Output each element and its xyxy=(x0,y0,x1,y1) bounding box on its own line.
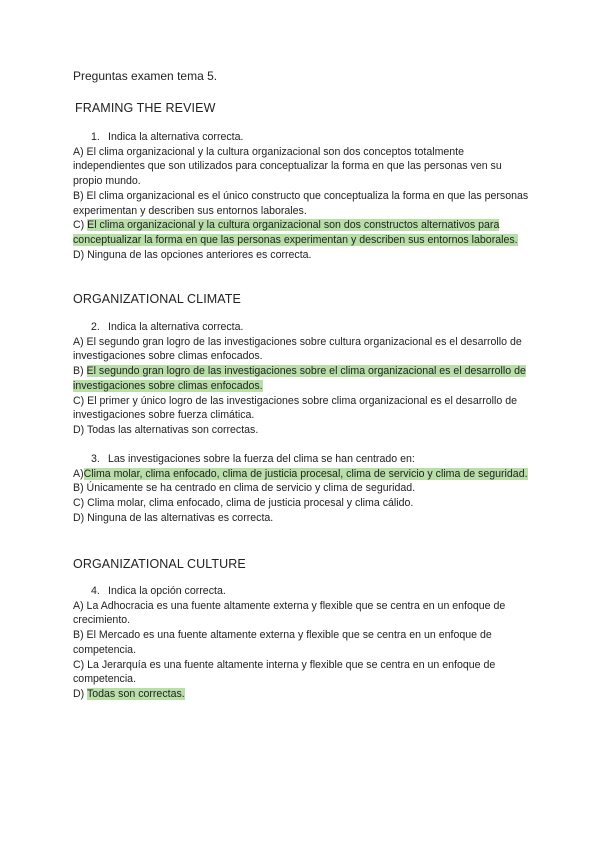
question-number: 1. xyxy=(91,131,100,143)
option-text: El primer y único logro de las investigaciones sobre clima organizacional es el desarrollo de investigaciones sobre fuerza climática. xyxy=(73,394,517,422)
option-letter: B) xyxy=(73,189,84,202)
question-number: 2. xyxy=(91,321,100,333)
option-text: Ninguna de las opciones anteriores es correcta. xyxy=(87,248,312,261)
option-text: Todas las alternativas son correctas. xyxy=(86,423,259,436)
question-stem xyxy=(73,320,533,335)
option-d xyxy=(73,687,533,702)
question-text: Las investigaciones sobre la fuerza del clima se han centrado en: xyxy=(108,453,415,465)
option-c xyxy=(73,658,533,687)
option-c xyxy=(73,218,533,247)
option-letter: D) xyxy=(73,511,85,524)
option-text: El clima organizacional y la cultura organizacional son dos conceptos totalmente independientes que son utilizados para conceptualizar la forma en que las personas ven su propio mundo. xyxy=(73,145,502,188)
option-letter: D) xyxy=(73,423,85,436)
question-stem xyxy=(73,584,533,599)
option-letter: A) xyxy=(73,599,84,612)
option-b xyxy=(73,189,533,218)
option-letter: C) xyxy=(73,497,85,510)
option-b xyxy=(73,628,533,657)
option-b xyxy=(73,364,533,393)
option-letter: A) xyxy=(73,335,84,348)
question-3 xyxy=(73,452,533,526)
option-letter: C) xyxy=(73,219,85,232)
question-2 xyxy=(73,320,533,438)
highlighted-answer: El clima organizacional y la cultura organizacional son dos constructos alternativos para conceptualizar la forma en que las personas experimentan y describen sus entornos laborales. xyxy=(73,219,518,246)
document-title: Preguntas examen tema 5. xyxy=(73,69,218,83)
option-text: El clima organizacional es el único constructo que conceptualiza la forma en que las personas experimentan y describen sus entornos laborales. xyxy=(73,189,529,217)
option-text: Clima molar, clima enfocado, clima de justicia procesal y clima cálido. xyxy=(87,497,414,510)
option-a xyxy=(73,145,533,189)
section-heading-organizational-culture: ORGANIZATIONAL CULTURE xyxy=(73,557,246,571)
option-letter: D) xyxy=(73,687,85,700)
option-text: La Adhocracia es una fuente altamente externa y flexible que se centra en un enfoque de crecimiento. xyxy=(73,599,506,627)
option-b xyxy=(73,481,533,496)
option-d xyxy=(73,248,533,263)
question-number: 3. xyxy=(91,453,100,465)
option-letter: B) xyxy=(73,482,84,495)
option-letter: C) xyxy=(73,658,85,671)
question-1 xyxy=(73,130,533,262)
question-text: Indica la alternativa correcta. xyxy=(108,131,244,143)
question-stem xyxy=(73,130,533,145)
question-text: Indica la alternativa correcta. xyxy=(108,321,244,333)
question-stem xyxy=(73,452,533,467)
section-heading-framing-the-review: FRAMING THE REVIEW xyxy=(75,101,216,115)
highlighted-answer: Todas son correctas. xyxy=(86,687,185,700)
option-a xyxy=(73,335,533,364)
option-text: Únicamente se ha centrado en clima de servicio y clima de seguridad. xyxy=(86,482,416,495)
option-a xyxy=(73,599,533,628)
highlighted-answer: El segundo gran logro de las investigaciones sobre el clima organizacional es el desarrollo de investigaciones sobre climas enfocados. xyxy=(73,365,526,392)
option-text: Ninguna de las alternativas es correcta. xyxy=(87,511,274,524)
option-c xyxy=(73,496,533,511)
option-text: El segundo gran logro de las investigaciones sobre cultura organizacional es el desarrollo de investigaciones sobre climas enfocados. xyxy=(73,335,522,363)
section-heading-organizational-climate: ORGANIZATIONAL CLIMATE xyxy=(73,292,241,306)
option-text: La Jerarquía es una fuente altamente interna y flexible que se centra en un enfoque de competencia. xyxy=(73,658,496,686)
option-letter: A) xyxy=(73,145,84,158)
question-number: 4. xyxy=(91,585,100,597)
question-text: Indica la opción correcta. xyxy=(108,585,226,597)
option-letter: D) xyxy=(73,248,85,261)
option-c xyxy=(73,394,533,423)
option-d xyxy=(73,423,533,438)
highlighted-answer: Clima molar, clima enfocado, clima de justicia procesal, clima de servicio y clima de seguridad. xyxy=(83,467,528,480)
option-letter: B) xyxy=(73,365,84,378)
option-letter: C) xyxy=(73,394,85,407)
option-a xyxy=(73,467,533,482)
question-4 xyxy=(73,584,533,702)
option-d xyxy=(73,511,533,526)
option-letter: B) xyxy=(73,629,84,642)
option-letter: A) xyxy=(73,467,84,480)
option-text: El Mercado es una fuente altamente externa y flexible que se centra en un enfoque de competencia. xyxy=(73,629,492,656)
